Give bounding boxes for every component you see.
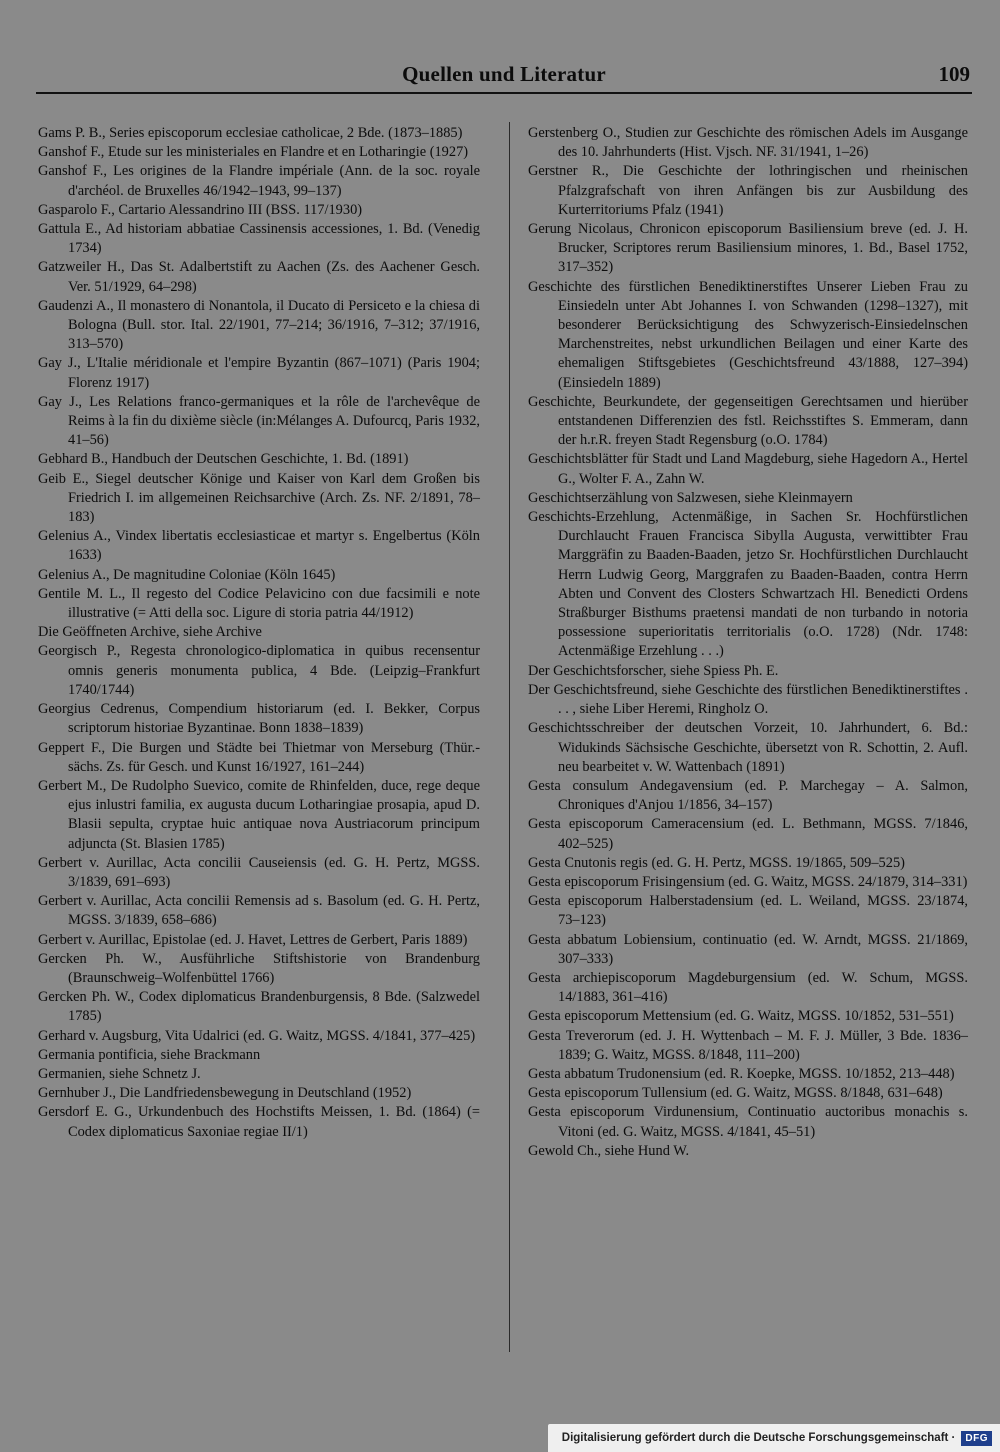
bibliography-entry: Gercken Ph. W., Ausführliche Stiftshistorie von Brandenburg (Braunschweig–Wolfenbüttel 1766): [38, 950, 480, 986]
footer-credit: Digitalisierung gefördert durch die Deutsche Forschungsgemeinschaft ·: [561, 1432, 956, 1444]
bibliography-entry: Gercken Ph. W., Codex diplomaticus Brandenburgensis, 8 Bde. (Salzwedel 1785): [38, 989, 480, 1025]
bibliography-entry: Gaudenzi A., Il monastero di Nonantola, il Ducato di Persiceto e la chiesa di Bologna (Bull. stor. Ital. 22/1901, 77–214; 36/1916, 7–312; 37/1916, 313–570): [38, 297, 480, 353]
page-header: [36, 62, 972, 90]
bibliography-entry: Gesta episcoporum Frisingensium (ed. G. Waitz, MGSS. 24/1879, 314–331): [528, 873, 968, 890]
bibliography-entry: Gesta Treverorum (ed. J. H. Wyttenbach – M. F. J. Müller, 3 Bde. 1836–1839; G. Waitz, MGSS. 8/1848, 111–200): [528, 1027, 968, 1063]
right-column: [528, 124, 968, 1161]
bibliography-entry: Gewold Ch., siehe Hund W.: [528, 1142, 690, 1159]
bibliography-entry: Gesta episcoporum Tullensium (ed. G. Waitz, MGSS. 8/1848, 631–648): [528, 1085, 943, 1102]
bibliography-entry: Die Geöffneten Archive, siehe Archive: [38, 624, 262, 641]
bibliography-entry: Geschichtsblätter für Stadt und Land Magdeburg, siehe Hagedorn A., Hertel G., Wolter F. A., Zahn W.: [528, 451, 968, 487]
bibliography-entry: Gernhuber J., Die Landfriedensbewegung in Deutschland (1952): [38, 1085, 412, 1102]
bibliography-entry: Gesta consulum Andegavensium (ed. P. Marchegay – A. Salmon, Chroniques d'Anjou 1/1856, 34–157): [528, 777, 968, 814]
bibliography-entry: Gerstenberg O., Studien zur Geschichte des römischen Adels im Ausgange des 10. Jahrhunderts (Hist. Vjsch. NF. 31/1941, 1–26): [528, 125, 968, 161]
bibliography-entry: Gesta episcoporum Virdunensium, Continuatio auctoribus monachis s. Vitoni (ed. G. Waitz, MGSS. 4/1841, 45–51): [528, 1104, 968, 1140]
bibliography-entry: Gerbert v. Aurillac, Acta concilii Remensis ad s. Basolum (ed. G. H. Pertz, MGSS. 3/1839, 658–686): [38, 893, 480, 929]
dfg-logo: DFG: [961, 1431, 992, 1446]
bibliography-entry: Gattula E., Ad historiam abbatiae Cassinensis accessiones, 1. Bd. (Venedig 1734): [38, 221, 480, 257]
bibliography-entry: Gerbert v. Aurillac, Acta concilii Causeiensis (ed. G. H. Pertz, MGSS. 3/1839, 691–693): [38, 854, 480, 890]
bibliography-entry: Germania pontificia, siehe Brackmann: [38, 1046, 261, 1063]
bibliography-entry: Gerstner R., Die Geschichte der lothringischen und rheinischen Pfalzgrafschaft von ihren Anfängen bis zur Ausbildung des Kurterritoriums Pfalz (1941): [528, 163, 968, 218]
header-rule: [36, 92, 972, 94]
bibliography-entry: Gasparolo F., Cartario Alessandrino III (BSS. 117/1930): [38, 201, 363, 218]
column-rule: [509, 122, 510, 1352]
bibliography-entry: Geschichte, Beurkundete, der gegenseitigen Gerechtsamen und hierüber entstandenen Differenzien des fstl. Reichsstiftes S. Emmeram, dann der h.r.R. freyen Stadt Regensburg (o.O. 1784): [528, 393, 968, 449]
bibliography-entry: Gesta archiepiscoporum Magdeburgensium (ed. W. Schum, MGSS. 14/1883, 361–416): [528, 969, 968, 1006]
bibliography-entry: Gerbert v. Aurillac, Epistolae (ed. J. Havet, Lettres de Gerbert, Paris 1889): [38, 931, 468, 948]
bibliography-entry: Geschichts-Erzehlung, Actenmäßige, in Sachen Sr. Hochfürstlichen Durchlaucht Frauen Francisca Sibylla Augusta, verwittibter Frau Marggräfin zu Baaden-Baaden, jetzo Sr. Hochfürstlichen Durchlaucht Herrn Ludwig Georg, Marggrafen zu Baaden-Baaden, contra Herrn Abten und Convent des Closters Schwartzach Hl. Benedicti Ordens Straßburger Bisthums praetensi mandati de non turbando in notoria possessione superioritatis territorialis (o.O. 1728) (Ndr. 1748: Actenmäßige Erzehlung . . .): [528, 509, 968, 660]
running-title: Quellen und Literatur: [402, 62, 606, 86]
bibliography-entry: Geib E., Siegel deutscher Könige und Kaiser von Karl dem Großen bis Friedrich I. im allgemeinen Reichsarchive (Arch. Zs. NF. 2/1891, 78–183): [38, 470, 480, 526]
bibliography-entry: Georgius Cedrenus, Compendium historiarum (ed. I. Bekker, Corpus scriptorum historiae Byzantinae. Bonn 1838–1839): [38, 701, 480, 737]
bibliography-entry: Gerung Nicolaus, Chronicon episcoporum Basiliensium breve (ed. J. H. Brucker, Scriptores rerum Basiliensium minores, 1. Bd., Basel 1752, 317–352): [528, 221, 968, 276]
bibliography-entry: Germanien, siehe Schnetz J.: [38, 1065, 201, 1082]
bibliography-entry: Gerbert M., De Rudolpho Suevico, comite de Rhinfelden, duce, rege deque ejus inlustri familia, ex augusta ducum Lotharingiae prosapia, apud D. Blasii sepulta, cryptae huic antiquae nova Austriacorum principum adjuncta (St. Blasien 1785): [38, 777, 480, 852]
bibliography-entry: Gesta episcoporum Mettensium (ed. G. Waitz, MGSS. 10/1852, 531–551): [528, 1008, 954, 1025]
bibliography-entry: Gelenius A., Vindex libertatis ecclesiasticae et martyr s. Engelbertus (Köln 1633): [38, 528, 480, 564]
bibliography-entry: Gersdorf E. G., Urkundenbuch des Hochstifts Meissen, 1. Bd. (1864) (= Codex diplomaticus Saxoniae regiae II/1): [38, 1104, 480, 1140]
bibliography-entry: Der Geschichtsfreund, siehe Geschichte des fürstlichen Benediktinerstiftes . . . , siehe Liber Heremi, Ringholz O.: [528, 681, 968, 718]
bibliography-entry: Geschichtsschreiber der deutschen Vorzeit, 10. Jahrhundert, 6. Bd.: Widukinds Sächsische Geschichte, übersetzt von R. Schottin, 2. Aufl. neu bearbeitet v. W. Wattenbach (1891): [528, 720, 968, 775]
footer-bar: [548, 1424, 1000, 1452]
page-number: 109: [938, 62, 970, 86]
bibliography-entry: Gerhard v. Augsburg, Vita Udalrici (ed. G. Waitz, MGSS. 4/1841, 377–425): [38, 1027, 476, 1044]
bibliography-entry: Gentile M. L., Il regesto del Codice Pelavicino con due facsimili e note illustrative (= Atti della soc. Ligure di storia patria 44/1912): [38, 585, 480, 622]
bibliography-entry: Ganshof F., Les origines de la Flandre impériale (Ann. de la soc. royale d'archéol. de Bruxelles 46/1942–1943, 99–137): [38, 163, 480, 199]
bibliography-entry: Geschichte des fürstlichen Benediktinerstiftes Unserer Lieben Frau zu Einsiedeln unter Abt Johannes I. von Schwanden (1298–1327), mit besonderer Berücksichtigung des Schwyzerisch-Einsiedelnschen Marchenstreites, nebst urkundlichen Beilagen und einer Karte des ehemaligen Stiftsgebietes (Geschichtsfreund 43/1888, 127–394) (Einsiedeln 1889): [528, 278, 968, 391]
bibliography-entry: Gay J., L'Italie méridionale et l'empire Byzantin (867–1071) (Paris 1904; Florenz 1917): [38, 355, 480, 391]
bibliography-entry: Geschichtserzählung von Salzwesen, siehe Kleinmayern: [528, 489, 853, 506]
bibliography-entry: Gebhard B., Handbuch der Deutschen Geschichte, 1. Bd. (1891): [38, 451, 409, 468]
bibliography-entry: Gay J., Les Relations franco-germaniques et la rôle de l'archevêque de Reims à la fin du dixième siècle (in:Mélanges A. Dufourcq, Paris 1932, 41–56): [38, 393, 480, 449]
bibliography-entry: Gesta abbatum Trudonensium (ed. R. Koepke, MGSS. 10/1852, 213–448): [528, 1065, 955, 1082]
bibliography-entry: Gesta episcoporum Halberstadensium (ed. L. Weiland, MGSS. 23/1874, 73–123): [528, 893, 968, 929]
bibliography-entry: Gesta Cnutonis regis (ed. G. H. Pertz, MGSS. 19/1865, 509–525): [528, 854, 905, 871]
left-column: [38, 124, 480, 1142]
bibliography-entry: Gesta abbatum Lobiensium, continuatio (ed. W. Arndt, MGSS. 21/1869, 307–333): [528, 931, 968, 967]
bibliography-entry: Der Geschichtsforscher, siehe Spiess Ph. E.: [528, 662, 779, 679]
bibliography-entry: Gelenius A., De magnitudine Coloniae (Köln 1645): [38, 566, 336, 583]
bibliography-entry: Georgisch P., Regesta chronologico-diplomatica in quibus recensentur omnis generis monumenta publica, 4 Bde. (Leipzig–Frankfurt 1740/1744): [38, 643, 480, 698]
bibliography-entry: Geppert F., Die Burgen und Städte bei Thietmar von Merseburg (Thür.-sächs. Zs. für Gesch. und Kunst 16/1927, 161–244): [38, 739, 480, 775]
bibliography-entry: Gatzweiler H., Das St. Adalbertstift zu Aachen (Zs. des Aachener Gesch. Ver. 51/1929, 64–298): [38, 259, 480, 295]
bibliography-entry: Gesta episcoporum Cameracensium (ed. L. Bethmann, MGSS. 7/1846, 402–525): [528, 816, 968, 852]
bibliography-entry: Ganshof F., Etude sur les ministeriales en Flandre et en Lotharingie (1927): [38, 144, 469, 161]
bibliography-entry: Gams P. B., Series episcoporum ecclesiae catholicae, 2 Bde. (1873–1885): [38, 125, 463, 141]
